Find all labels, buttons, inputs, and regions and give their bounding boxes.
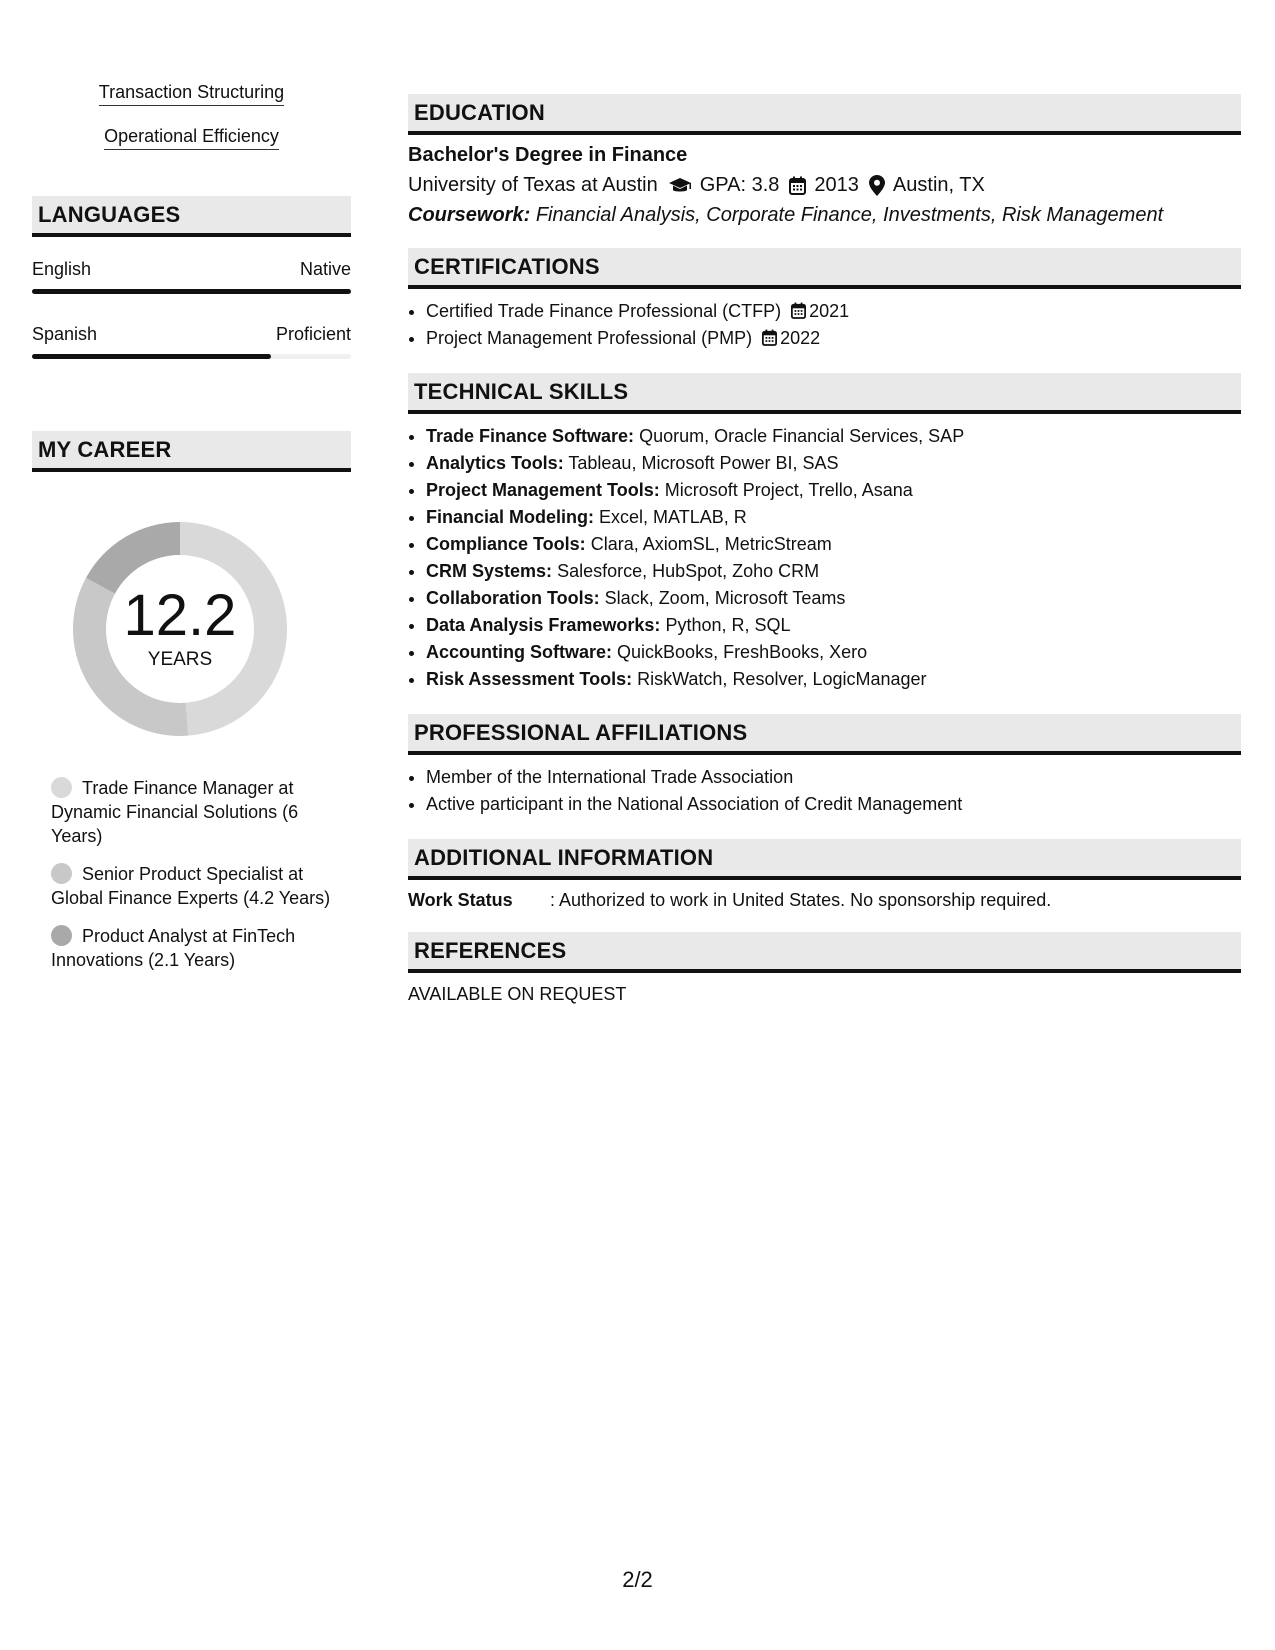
work-status-row <box>408 890 1241 911</box>
map-pin-icon <box>869 175 885 196</box>
education-heading: EDUCATION <box>408 94 1241 135</box>
career-legend-item: Trade Finance Manager at Dynamic Financial Solutions (6 Years) <box>51 778 299 846</box>
list-item: • CRM Systems: Salesforce, HubSpot, Zoho CRM <box>426 558 1241 585</box>
education-details <box>408 174 1241 197</box>
language-level: Native <box>299 259 351 279</box>
career-total: 12.2 <box>123 583 237 648</box>
affiliations-heading: PROFESSIONAL AFFILIATIONS <box>408 714 1241 755</box>
additional-info-heading: ADDITIONAL INFORMATION <box>408 839 1241 880</box>
school-name: University of Texas at Austin <box>408 174 658 196</box>
degree-title: Bachelor's Degree in Finance <box>408 144 688 166</box>
affiliations-list <box>408 764 1241 818</box>
references-section <box>408 932 1241 1005</box>
work-status-value: : Authorized to work in United States. No sponsorship required. <box>550 890 1052 910</box>
list-item: • Data Analysis Frameworks: Python, R, SQL <box>426 612 1241 639</box>
list-item: • Accounting Software: QuickBooks, FreshBooks, Xero <box>426 639 1241 666</box>
language-level: Proficient <box>275 324 351 344</box>
calendar-icon <box>789 176 806 195</box>
certifications-section <box>408 248 1241 352</box>
language-bar-fill <box>32 289 351 294</box>
gpa: GPA: 3.8 <box>699 174 780 196</box>
right-column <box>408 94 1241 1005</box>
skill-item: Transaction Structuring <box>32 82 351 106</box>
list-item: • Active participant in the National Association of Credit Management <box>426 791 1241 818</box>
references-heading: REFERENCES <box>408 932 1241 973</box>
technical-skills-heading: TECHNICAL SKILLS <box>408 373 1241 414</box>
language-english <box>32 259 351 294</box>
graduation-year: 2013 <box>814 174 859 196</box>
career-legend-item: Product Analyst at FinTech Innovations (2.1 Years) <box>51 926 296 970</box>
list-item: • Compliance Tools: Clara, AxiomSL, MetricStream <box>426 531 1241 558</box>
legend-dot <box>51 863 72 884</box>
legend-dot <box>51 925 72 946</box>
list-item: • Project Management Tools: Microsoft Project, Trello, Asana <box>426 477 1241 504</box>
graduation-cap-icon <box>668 177 692 195</box>
education-section <box>408 94 1241 227</box>
language-bar <box>32 354 351 359</box>
certifications-list <box>408 298 1241 352</box>
calendar-icon <box>762 329 777 346</box>
career-heading: MY CAREER <box>32 431 351 472</box>
list-item: • Trade Finance Software: Quorum, Oracle Financial Services, SAP <box>426 423 1241 450</box>
list-item: • Analytics Tools: Tableau, Microsoft Power BI, SAS <box>426 450 1241 477</box>
skill-item: Operational Efficiency <box>32 126 351 150</box>
language-name: Spanish <box>32 324 98 344</box>
page-number: 2/2 <box>622 1567 653 1592</box>
affiliations-section <box>408 714 1241 818</box>
career-legend-item: Senior Product Specialist at Global Finance Experts (4.2 Years) <box>51 864 331 908</box>
legend-dot <box>51 777 72 798</box>
list-item: • Risk Assessment Tools: RiskWatch, Resolver, LogicManager <box>426 666 1241 693</box>
career-donut <box>65 514 295 744</box>
list-item: • Certified Trade Finance Professional (CTFP) 2021 <box>426 298 1241 325</box>
list-item: • Financial Modeling: Excel, MATLAB, R <box>426 504 1241 531</box>
additional-info-section <box>408 839 1241 911</box>
certifications-heading: CERTIFICATIONS <box>408 248 1241 289</box>
language-spanish <box>32 324 351 359</box>
career-legend <box>51 776 331 972</box>
work-status-label: Work Status <box>408 890 513 910</box>
technical-skills-list <box>408 423 1241 693</box>
technical-skills-section <box>408 373 1241 693</box>
career-unit: YEARS <box>147 649 213 670</box>
list-item: • Project Management Professional (PMP) 2022 <box>426 325 1241 352</box>
references-text: AVAILABLE ON REQUEST <box>408 984 627 1004</box>
coursework: Coursework: Financial Analysis, Corporate Finance, Investments, Risk Management <box>408 204 1164 226</box>
language-name: English <box>32 259 92 279</box>
left-column <box>32 82 351 986</box>
calendar-icon <box>791 302 806 319</box>
education-location: Austin, TX <box>892 174 985 196</box>
list-item: • Collaboration Tools: Slack, Zoom, Microsoft Teams <box>426 585 1241 612</box>
languages-heading: LANGUAGES <box>32 196 351 237</box>
language-bar <box>32 289 351 294</box>
list-item: • Member of the International Trade Association <box>426 764 1241 791</box>
language-bar-fill <box>32 354 271 359</box>
